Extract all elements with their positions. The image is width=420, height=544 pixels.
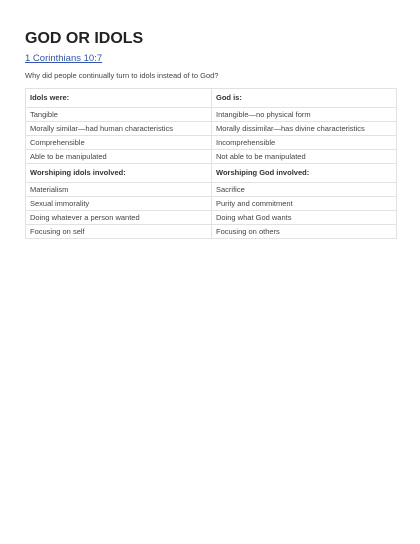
table-header-row [26, 89, 397, 108]
table-header-row [26, 164, 397, 183]
page-title: GOD OR IDOLS [25, 30, 144, 47]
table-row [26, 136, 397, 150]
table-cell: Morally dissimilar—has divine characteristics [212, 122, 397, 136]
table-cell: Incomprehensible [212, 136, 397, 150]
table-row [26, 150, 397, 164]
table-cell: Purity and commitment [212, 197, 397, 211]
header-cell: Idols were: [26, 89, 212, 108]
table-cell: Focusing on others [212, 225, 397, 239]
table-row [26, 197, 397, 211]
table-cell: Materialism [26, 183, 212, 197]
header-cell: God is: [212, 89, 397, 108]
table-cell: Not able to be manipulated [212, 150, 397, 164]
table-cell: Intangible—no physical form [212, 108, 397, 122]
table-cell: Comprehensible [26, 136, 212, 150]
table-cell: Doing whatever a person wanted [26, 211, 212, 225]
study-question: Why did people continually turn to idols instead of to God? [25, 71, 219, 80]
table-row [26, 122, 397, 136]
table-row [26, 183, 397, 197]
table-row [26, 108, 397, 122]
table-cell: Sexual immorality [26, 197, 212, 211]
header-cell: Worshiping God involved: [212, 164, 397, 183]
table-cell: Focusing on self [26, 225, 212, 239]
table-cell: Sacrifice [212, 183, 397, 197]
table-row [26, 225, 397, 239]
table-cell: Doing what God wants [212, 211, 397, 225]
comparison-table [25, 88, 397, 239]
table-row [26, 211, 397, 225]
table-cell: Morally similar—had human characteristics [26, 122, 212, 136]
scripture-reference-link[interactable]: 1 Corinthians 10:7 [25, 53, 103, 64]
table-cell: Tangible [26, 108, 212, 122]
header-cell: Worshiping idols involved: [26, 164, 212, 183]
table-cell: Able to be manipulated [26, 150, 212, 164]
